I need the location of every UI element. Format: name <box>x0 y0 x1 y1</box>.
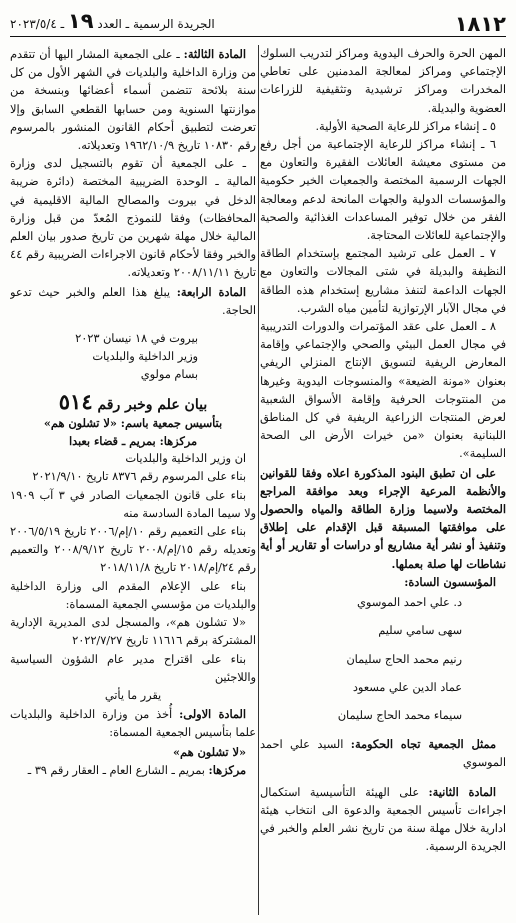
decision-headquarters: مركزها: بمريم ـ قضاء بعبدا <box>68 434 198 449</box>
paragraph-trades: المهن الحرة والحرف اليدوية ومراكز لتدريب السلوك الإجتماعي ومراكز لمعالجة المدمنين على تعاطي المخدرات ومراكز ترشيدية وتثقيفية للزراعات العضوية والبديلة. <box>260 47 506 115</box>
basis-decree: بناء على المرسوم رقم ٨٣٧٦ تاريخ ٢٠٢١/٩/١٠ <box>32 470 246 484</box>
sign-place-date: بيروت في ١٨ نيسان ٢٠٢٣ <box>75 332 198 346</box>
representative-name: السيد علي احمد الموسوي <box>260 738 506 770</box>
founder-name: عماد الدين علي مسعود <box>352 680 462 694</box>
article-2-text: على الهيئة التأسيسية استكمال اجراءات تأسيس الجمعية والدعوة الى انتخاب هيئة ادارية خلال مهلة سنة من تاريخ نشر العلم والخبر في الجريدة الرسمية. <box>260 785 506 854</box>
sign-title: وزير الداخلية والبلديات <box>92 350 198 364</box>
signature-block <box>10 330 256 385</box>
item-5: ٥ ـ إنشاء مراكز للرعاية الصحية الأولية. <box>315 119 496 133</box>
gazette-name: الجريدة الرسمية <box>132 17 215 31</box>
hq-label: مركزها: <box>208 762 246 777</box>
minister-line: ان وزير الداخلية والبلديات <box>125 452 246 466</box>
decides-line: يقرر ما يأتي <box>104 688 162 702</box>
article-4-text: يبلغ هذا العلم والخبر حيث تدعو الحاجة. <box>10 285 256 317</box>
hq-text: بمريم ـ الشارع العام ـ العقار رقم ٣٩ ـ <box>27 763 205 777</box>
sign-name: بسام مولوي <box>140 368 198 382</box>
article-1 <box>10 705 256 742</box>
founders-list <box>260 594 506 725</box>
issue-date: ٢٠٢٣/٥/٤ <box>10 17 57 31</box>
page-header <box>10 10 506 37</box>
basis-notification: بناء على الإعلام المقدم الى وزارة الداخلية والبلديات من مؤسسي الجمعية المسماة: <box>10 579 256 611</box>
article-3-text: ـ على الجمعية المشار اليها أن تتقدم من وزارة الداخلية والبلديات في الشهر الأول من كل سنة بلائحة تتضمن أسماء أعضائها وبنسخة من موازنتها السنوية ومن حسابها القطعي السابق وإلا تعرضت لتطبيق أحكام القانون المنشور بالمرسوم رقم ١٠٨٣٠ تاريخ ١٩٦٢/١٠/٩ وتعديلاته. <box>10 48 256 153</box>
article-3 <box>10 45 256 155</box>
running-header: الجريدة الرسمية ـ العدد ١٩ ـ ٢٠٢٣/٥/٤ <box>10 9 215 33</box>
left-column <box>10 45 256 915</box>
item-8: ٨ ـ العمل على عقد المؤتمرات والدورات التدريبية في مجال العمل البيئي والصحي والإجتماعي وإقامة المعارض الريفية لتسويق الإنتاج المنزلي الريفي بعنوان «مونة الضيعة» والمنسوجات اليدوية وغيرها من المنتوجات الحرفية وإقامة الأسواق الشعبية لعرض المنتجات الزراعية الريفية في كل المناطق اللبنانية بعنوان «من خيرات الأرض الى الصحة السليمة». <box>260 320 506 461</box>
decision-prefix: بيان علم وخبر رقم <box>97 396 208 413</box>
basis-proposal: بناء على اقتراح مدير عام الشؤون السياسية واللاجئين <box>10 652 256 684</box>
article-2 <box>260 783 506 857</box>
government-representative <box>260 735 506 772</box>
representative-label: ممثل الجمعية تجاه الحكومة: <box>350 737 496 752</box>
conditions-paragraph: على ان تطبق البنود المذكورة اعلاه وفقا للقوانين والأنظمة المرعية الإجراء وبعد موافقة المراجع المختصة ولاسيما وزارة الطاقة والمياه والحصول على موافقتها المسبقة قبل الإقدام على إطلاق وتنفيذ أو نشر أية مشاريع أو دراسات أو تقارير أو أية نشاطات لها صلة بعملها. <box>260 465 506 571</box>
founder-name: سهى سامي سليم <box>378 624 462 638</box>
founder-name: د. علي احمد الموسوي <box>357 596 462 610</box>
article-1-text: أُخذ من وزارة الداخلية والبلديات علما بتأسيس الجمعية المسماة: <box>10 708 256 740</box>
founder-name: رنيم محمد الحاج سليمان <box>346 652 462 666</box>
basis-associations-law: بناء على قانون الجمعيات الصادر في ٣ آب ١٩٠٩ ولا سيما المادة السادسة منه <box>10 488 256 520</box>
article-3-label: المادة الثالثة: <box>183 47 246 61</box>
decision-title <box>10 388 256 414</box>
page-number: ١٨١٢ <box>454 12 506 36</box>
two-column-body <box>10 45 506 915</box>
column-divider <box>258 45 259 915</box>
right-column <box>260 45 506 915</box>
article-4-label: المادة الرابعة: <box>176 284 246 299</box>
article-3-registration: ـ على الجمعية أن تقوم بالتسجيل لدى وزارة المالية ـ الوحدة الضريبية المختصة (دائرة ضريبة الدخل في بيروت والمصالح المالية الاقليمية في المحافظات) وفقا للنموذج المُعدّ من قبل وزارة المالية خلال مهلة شهرين من تاريخ صدور بيان العلم والخبر وفقا لأحكام قانون الاجراءات الضريبية رقم ٤٤ تاريخ ٢٠٠٨/١١/١١ وتعديلاته. <box>10 157 256 280</box>
decision-subject: بتأسيس جمعية باسم: «لا تشلون هم» <box>43 415 223 430</box>
issue-number: ١٩ <box>67 9 94 33</box>
article-1-label: المادة الاولى: <box>179 707 246 722</box>
founder-name: سيماء محمد الحاج سليمان <box>337 708 462 722</box>
basis-registration: «لا تشلون هم»، والمسجل لدى المديرية الإدارية المشتركة برقم ١١٦١٦ تاريخ ٢٠٢٢/٧/٢٧ <box>10 616 256 648</box>
basis-circulars: بناء على التعميم رقم ١٠/إم/٢٠٠٦ تاريخ ٢٠٠٦/٥/١٩ وتعديله رقم ١٥/إم/٢٠٠٨ تاريخ ٢٠٠٨/٩/١٢ والتعميم رقم ٢٤/إم/٢٠١٨ تاريخ ٢٠١٨/١١/٨ <box>10 525 256 575</box>
association-headquarters <box>10 761 256 780</box>
item-6: ٦ ـ إنشاء مراكز للرعاية الإجتماعية من أجل رفع من مستوى معيشة العائلات الفقيرة والتعاون مع الجهات الرسمية المختصة والجمعيات الخير حكومية والمؤسسات الدولية والجهات المانحة لدعم ومعالجة الفقر من خلال توفير المساعدات الغذائية والصحية والإجتماعية للعائلات المحتاجة. <box>260 138 506 243</box>
issue-label: العدد <box>97 17 122 31</box>
decision-number: ٥١٤ <box>58 388 93 414</box>
article-4 <box>10 283 256 320</box>
article-2-label: المادة الثانية: <box>428 784 496 799</box>
item-7: ٧ ـ العمل على ترشيد المجتمع بإستخدام الطاقة النظيفة والبديلة في شتى المجالات والتعاون مع الجهات الداعمة لتنفذ مشاريع إستخدام هذه الطاقة في مجال الآبار الإرتوازية لتأمين مياه الشرب. <box>260 247 506 315</box>
association-name: «لا تشلون هم» <box>173 744 246 759</box>
founders-heading: المؤسسون السادة: <box>404 574 496 589</box>
